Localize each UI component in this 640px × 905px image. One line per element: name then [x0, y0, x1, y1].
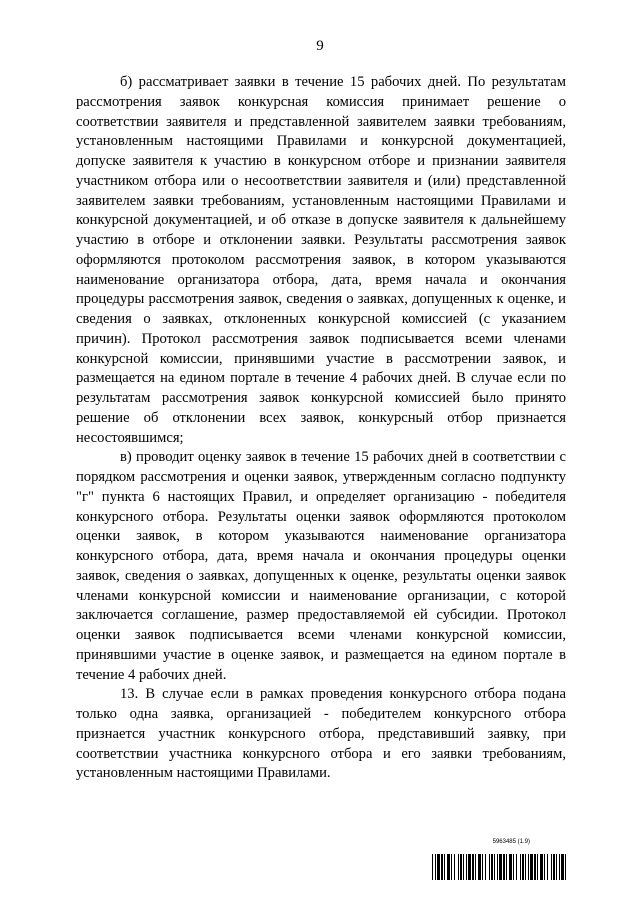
paragraph-v: в) проводит оценку заявок в течение 15 рабочих дней в соответствии с порядком рассмотрения и оценки заявок, утвержденным согласно подпункту "г" пункта 6 настоящих Правил, и определяет организацию - победителя конкурсного отбора. Результаты оценки заявок оформляются протоколом оценки заявок, в котором указываются наименование организатора конкурсного отбора, дата, время начала и окончания процедуры оценки заявок, сведения о заявках, допущенных к оценке, результаты оценки заявок членами конкурсной комиссии и наименование организации, с которой заключается соглашение, размер предоставляемой ей субсидии. Протокол оценки заявок подписывается всеми членами конкурсной комиссии, принявшими участие в оценке заявок, и размещается на едином портале в течение 4 рабочих дней. — [76, 449, 566, 683]
document-id: 5963485 (1.9) — [492, 839, 530, 845]
document-stamp — [432, 838, 566, 888]
paragraph-b: б) рассматривает заявки в течение 15 рабочих дней. По результатам рассмотрения заявок конкурсная комиссия принимает решение о соответствии заявителя и представленной заявителем заявки требованиям, установленным настоящими Правилами и конкурсной документацией, допуске заявителя к участию в конкурсном отборе и признании заявителя участником отбора или о несоответствии заявителя и (или) представленной заявителем заявки требованиям, установленным настоящими Правилами и конкурсной документацией, и об отказе в допуске заявителя к дальнейшему участию в отборе и отклонении заявки. Результаты рассмотрения заявок оформляются протоколом рассмотрения заявок, в котором указываются наименование организатора отбора, дата, время начала и окончания процедуры рассмотрения заявок, сведения о заявках, допущенных к оценке, и сведения о заявках, отклоненных конкурсной комиссией (с указанием причин). Протокол рассмотрения заявок подписывается всеми членами конкурсной комиссии, принявшими участие в рассмотрении заявок, и размещается на едином портале в течение 4 рабочих дней. В случае если по результатам рассмотрения заявок конкурсной комиссией было принято решение об отклонении всех заявок, конкурсный отбор признается несостоявшимся; — [76, 74, 566, 446]
barcode-icon — [432, 854, 566, 880]
document-body — [76, 73, 566, 784]
paragraph-13: 13. В случае если в рамках проведения конкурсного отбора подана только одна заявка, организацией - победителем конкурсного отбора признается участник конкурсного отбора, представивший заявку, при соответствии участника конкурсного отбора и его заявки требованиям, установленным настоящими Правилами. — [76, 686, 566, 782]
page-number: 9 — [316, 38, 324, 54]
